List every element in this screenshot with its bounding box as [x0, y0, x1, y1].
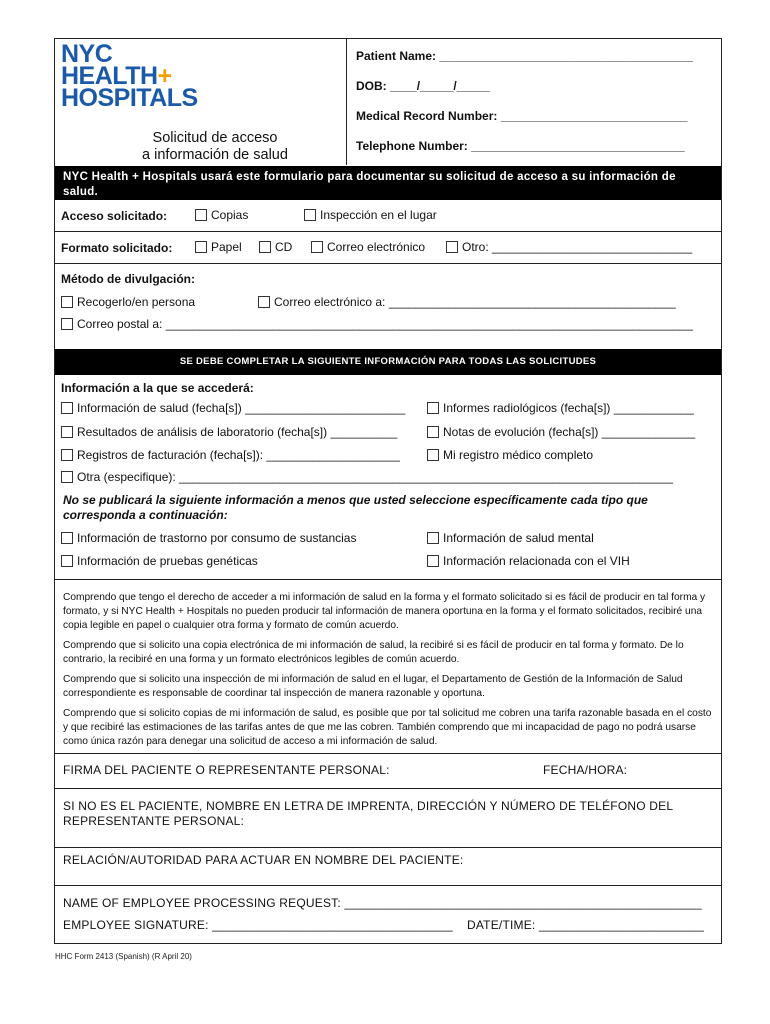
checkbox[interactable]: [61, 471, 73, 483]
info-access-label: Información a la que se accederá:: [61, 381, 254, 395]
checkbox[interactable]: [311, 241, 323, 253]
option-copias[interactable]: [195, 208, 248, 222]
option-progress-notes[interactable]: [427, 425, 695, 439]
option-radiology[interactable]: [427, 401, 694, 415]
logo-plus: +: [157, 62, 172, 90]
option-label: Información de salud (fecha[s]) ________________________: [77, 401, 406, 415]
option-label: Correo electrónico: [327, 240, 426, 254]
format-requested-label: Formato solicitado:: [61, 241, 173, 255]
option-label: Información de trastorno por consumo de sustancias: [77, 531, 357, 545]
option-papel[interactable]: [195, 240, 242, 254]
checkbox[interactable]: [258, 296, 270, 308]
dob-field[interactable]: DOB: ____/_____/_____: [356, 79, 491, 93]
option-label: Recogerlo/en persona: [77, 295, 196, 309]
option-label: Notas de evolución (fecha[s]) ______________: [443, 425, 696, 439]
employee-date-field[interactable]: DATE/TIME: ________________________: [467, 918, 704, 932]
divider: [55, 231, 721, 232]
disclosure-method-label: Método de divulgación:: [61, 272, 195, 286]
option-label: Mi registro médico completo: [443, 448, 594, 462]
divider: [55, 788, 721, 789]
consent-paragraph-1: Comprendo que tengo el derecho de acceder a mi información de salud en la forma y el formato solicitado si es fácil de producir en tal forma y formato, y si NYC Health + Hospitals no pueden producir tal información de manera oportuna en la forma y el formato solicitados, recibiré una copia legible en papel o cualquier otra forma y formato de común acuerdo.: [63, 592, 706, 631]
divider: [55, 579, 721, 580]
employee-name-field[interactable]: NAME OF EMPLOYEE PROCESSING REQUEST: ____________________________________________________: [63, 896, 702, 910]
option-label: Información de pruebas genéticas: [77, 554, 258, 568]
checkbox[interactable]: [427, 402, 439, 414]
option-label: Correo postal a: _______________________________________________________________________________: [77, 317, 693, 331]
option-hiv[interactable]: [427, 554, 630, 568]
checkbox[interactable]: [61, 555, 73, 567]
checkbox[interactable]: [61, 449, 73, 461]
option-label: Inspección en el lugar: [320, 208, 437, 222]
option-substance-use[interactable]: [61, 531, 356, 545]
checkbox[interactable]: [259, 241, 271, 253]
intro-banner: NYC Health + Hospitals usará este formulario para documentar su solicitud de acceso a su información de salud.: [55, 166, 721, 200]
option-label: Otro: ______________________________: [462, 240, 693, 254]
option-email-to[interactable]: [258, 295, 676, 309]
consent-paragraph-4: Comprendo que si solicito copias de mi información de salud, es posible que por tal solicitud me cobren una tarifa razonable basada en el costo y que recibiré las estimaciones de las tarifas antes de que me las cobren. También comprendo que mi incapacidad de pago no podrá usarse como única razón para denegar una solicitud de acceso a mi información de salud.: [63, 708, 712, 747]
option-full-record[interactable]: [427, 448, 593, 462]
option-label: Información de salud mental: [443, 531, 594, 545]
option-recogerlo[interactable]: [61, 295, 195, 309]
divider: [55, 753, 721, 754]
option-label: Copias: [211, 208, 249, 222]
special-notice: No se publicará la siguiente información a menos que usted seleccione específicamente cada tipo que corresponda a continuación:: [63, 493, 648, 522]
employee-signature-field[interactable]: EMPLOYEE SIGNATURE: ___________________________________: [63, 918, 453, 932]
divider: [55, 847, 721, 848]
option-label: Informes radiológicos (fecha[s]) ____________: [443, 401, 694, 415]
patient-name-field[interactable]: Patient Name: ______________________________________: [356, 49, 693, 63]
patient-signature-label[interactable]: FIRMA DEL PACIENTE O REPRESENTANTE PERSONAL:: [63, 763, 390, 777]
checkbox[interactable]: [61, 318, 73, 330]
header-divider: [346, 39, 347, 165]
checkbox[interactable]: [427, 426, 439, 438]
checkbox[interactable]: [446, 241, 458, 253]
relationship-authority-label[interactable]: RELACIÓN/AUTORIDAD PARA ACTUAR EN NOMBRE DEL PACIENTE:: [63, 853, 464, 867]
form-title-line2: a información de salud: [142, 147, 288, 163]
form-title-line1: Solicitud de acceso: [152, 130, 278, 146]
option-inspeccion[interactable]: [304, 208, 437, 222]
telephone-number-field[interactable]: Telephone Number: ________________________________: [356, 139, 685, 153]
option-label: Correo electrónico a: ___________________________________________: [274, 295, 676, 309]
date-time-label[interactable]: FECHA/HORA:: [543, 763, 628, 777]
logo-line-hospitals: HOSPITALS: [61, 84, 198, 112]
option-label: Papel: [211, 240, 242, 254]
option-billing[interactable]: [61, 448, 400, 462]
logo-line-health: HEALTH: [61, 62, 158, 90]
option-cd[interactable]: [259, 240, 292, 254]
checkbox[interactable]: [61, 402, 73, 414]
option-label: Registros de facturación (fecha[s]): ____________________: [77, 448, 400, 462]
checkbox[interactable]: [195, 241, 207, 253]
option-postal[interactable]: [61, 317, 693, 331]
option-genetic-tests[interactable]: [61, 554, 258, 568]
option-otro[interactable]: [446, 240, 692, 254]
required-info-banner: SE DEBE COMPLETAR LA SIGUIENTE INFORMACIÓN PARA TODAS LAS SOLICITUDES: [55, 349, 721, 375]
option-label: Resultados de análisis de laboratorio (fecha[s]) __________: [77, 425, 398, 439]
divider: [55, 263, 721, 264]
access-requested-label: Acceso solicitado:: [61, 209, 168, 223]
form-footer: HHC Form 2413 (Spanish) (R April 20): [55, 952, 192, 961]
checkbox[interactable]: [427, 449, 439, 461]
consent-paragraph-3: Comprendo que si solicito una inspección de mi información de salud en el lugar, el Departamento de Gestión de la Información de Salud correspondiente es responsable de coordinar tal inspección de manera razonable y oportuna.: [63, 674, 683, 699]
option-mental-health[interactable]: [427, 531, 594, 545]
option-label: CD: [275, 240, 293, 254]
representative-info-label[interactable]: SI NO ES EL PACIENTE, NOMBRE EN LETRA DE IMPRENTA, DIRECCIÓN Y NÚMERO DE TELÉFONO DEL REPRESENTANTE PERSONAL:: [63, 799, 673, 828]
divider: [55, 885, 721, 886]
checkbox[interactable]: [427, 555, 439, 567]
logo-line-nyc: NYC: [61, 40, 113, 68]
checkbox[interactable]: [61, 532, 73, 544]
checkbox[interactable]: [195, 209, 207, 221]
option-health-info[interactable]: [61, 401, 405, 415]
option-correo-electronico[interactable]: [311, 240, 425, 254]
consent-paragraph-2: Comprendo que si solicito una copia electrónica de mi información de salud, la recibiré si es fácil de producir en tal forma y formato. De lo contrario, la recibiré en una forma y un formato electrónicos legibles de común acuerdo.: [63, 640, 684, 665]
access-request-form: [54, 38, 722, 944]
checkbox[interactable]: [61, 296, 73, 308]
nyc-health-hospitals-logo: [61, 40, 198, 112]
checkbox[interactable]: [304, 209, 316, 221]
option-other[interactable]: [61, 470, 673, 484]
option-lab-results[interactable]: [61, 425, 397, 439]
checkbox[interactable]: [61, 426, 73, 438]
form-title: [125, 130, 305, 164]
option-label: Otra (especifique): __________________________________________________________________________: [77, 470, 673, 484]
option-label: Información relacionada con el VIH: [443, 554, 630, 568]
checkbox[interactable]: [427, 532, 439, 544]
medical-record-number-field[interactable]: Medical Record Number: ____________________________: [356, 109, 688, 123]
